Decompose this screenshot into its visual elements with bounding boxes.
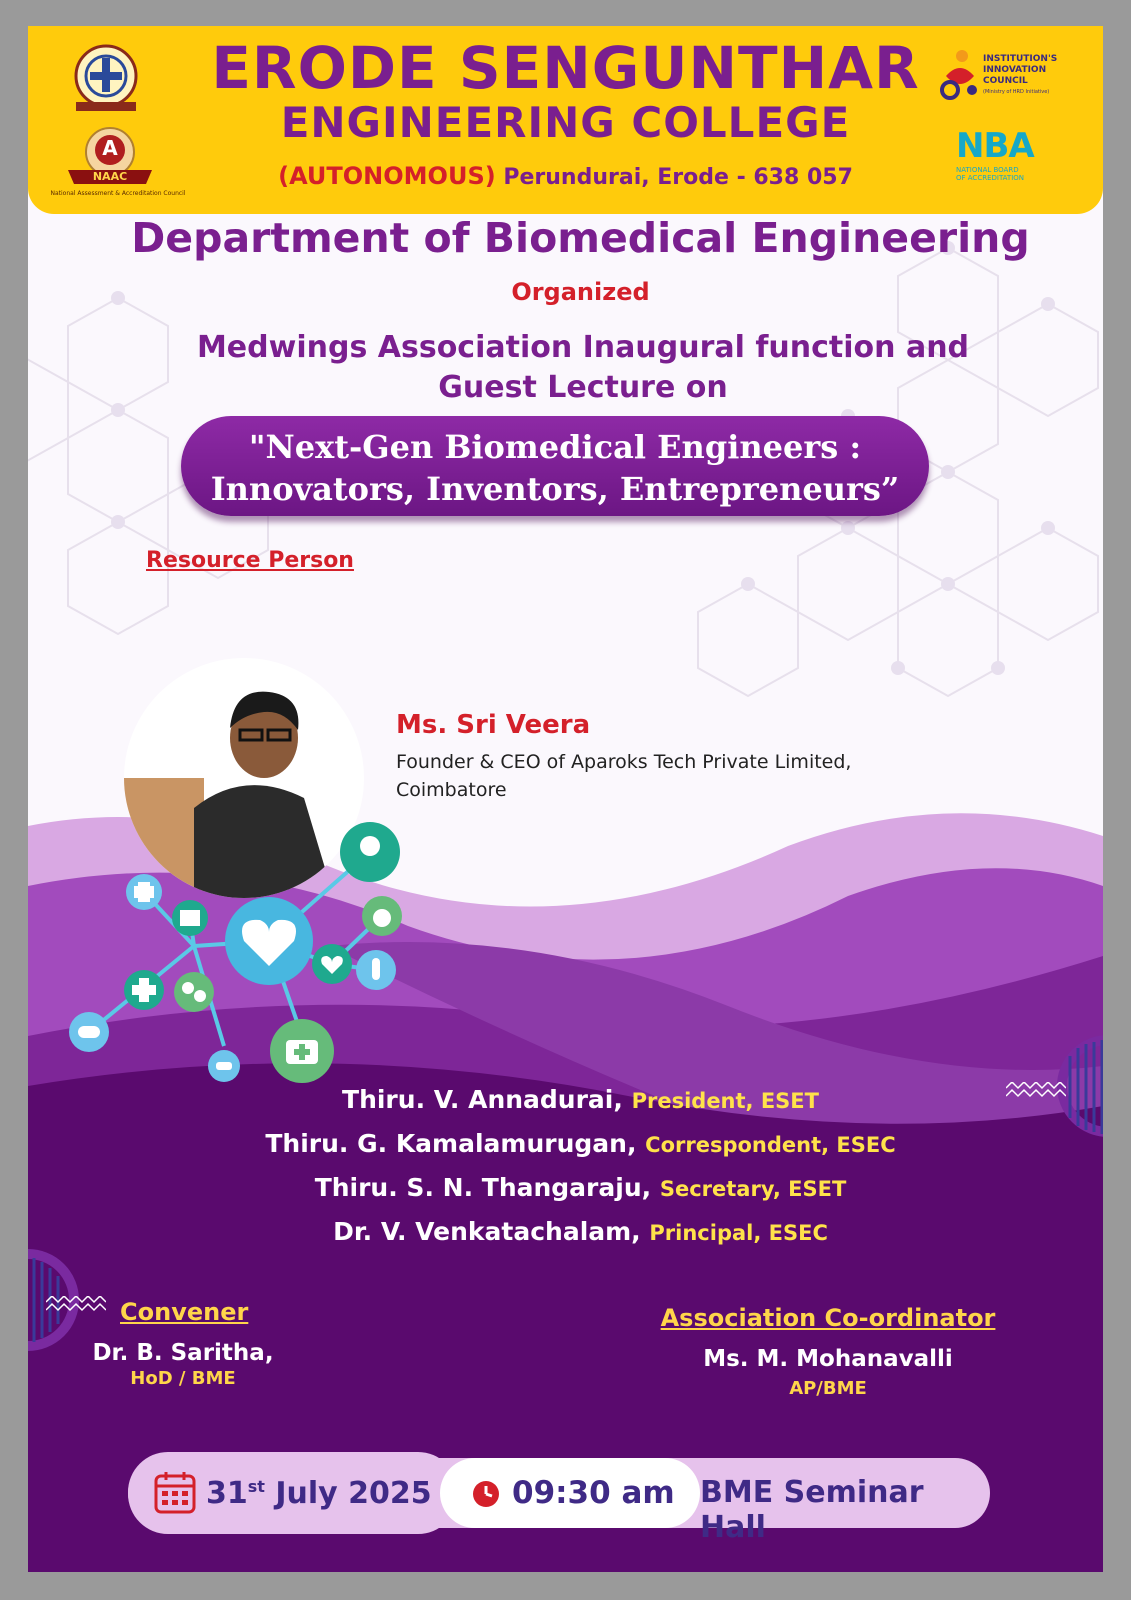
naac-grade: A <box>102 136 118 160</box>
lecture-title <box>181 426 929 510</box>
iic-line1: INSTITUTION'S <box>983 54 1058 64</box>
speaker-desc-line2: Coimbatore <box>396 779 507 801</box>
college-name-line1: ERODE SENGUNTHAR <box>211 34 920 102</box>
dignitary-row <box>28 1078 1103 1122</box>
event-description <box>28 328 1103 408</box>
medical-network-graphic <box>64 796 444 1096</box>
dignitary-row <box>28 1166 1103 1210</box>
nba-fullname <box>956 166 1024 182</box>
event-line2: Guest Lecture on <box>438 370 728 405</box>
poster <box>28 26 1103 1572</box>
date-suffix: st <box>247 1477 265 1496</box>
iic-label <box>983 54 1057 98</box>
lecture-title-banner <box>181 416 929 516</box>
speaker-description <box>396 748 851 804</box>
dignitary-name: Thiru. S. N. Thangaraju, <box>314 1173 652 1202</box>
date-day: 31 <box>206 1476 248 1511</box>
naac-label: NAAC <box>92 170 128 183</box>
zigzag-decoration-left <box>46 1296 106 1316</box>
dignitary-name: Thiru. G. Kamalamurugan, <box>265 1129 637 1158</box>
date-month-year: July 2025 <box>264 1476 432 1511</box>
dignitary-row <box>28 1210 1103 1254</box>
clock-icon <box>472 1480 500 1508</box>
iic-logo-icon <box>938 46 982 102</box>
college-emblem-icon <box>66 40 146 114</box>
dignitary-role: President, ESET <box>631 1089 819 1113</box>
dignitary-role: Secretary, ESET <box>659 1177 847 1201</box>
lecture-title-line2: Innovators, Inventors, Entrepreneurs” <box>210 470 900 508</box>
department-title: Department of Biomedical Engineering <box>131 214 1030 262</box>
event-time: 09:30 am <box>512 1475 675 1511</box>
dignitary-role: Principal, ESEC <box>649 1221 828 1245</box>
college-name-line2: ENGINEERING COLLEGE <box>280 98 851 147</box>
pills-icon <box>174 972 214 1012</box>
dignitary-row <box>28 1122 1103 1166</box>
organized-label: Organized <box>511 278 650 306</box>
college-address-line <box>28 162 1103 190</box>
nba-line1: NATIONAL BOARD <box>956 166 1019 174</box>
nba-logo: NBA <box>956 126 1034 166</box>
coordinator-name: Ms. M. Mohanavalli <box>703 1346 953 1372</box>
speaker-desc-line1: Founder & CEO of Aparoks Tech Private Limited, <box>396 751 852 773</box>
speaker-name: Ms. Sri Veera <box>396 710 591 740</box>
nba-line2: OF ACCREDITATION <box>956 174 1025 182</box>
event-date <box>206 1476 432 1511</box>
naac-fullname: National Assessment & Accreditation Council <box>50 190 186 197</box>
schedule-bar <box>128 1458 990 1545</box>
convener-role: HoD / BME <box>130 1368 236 1389</box>
autonomous-label: (AUTONOMOUS) <box>278 162 496 190</box>
convener-name: Dr. B. Saritha, <box>92 1340 274 1366</box>
dignitary-role: Correspondent, ESEC <box>645 1133 896 1157</box>
convener-heading: Convener <box>120 1298 249 1326</box>
dignitaries-list <box>28 1078 1103 1254</box>
iic-sub: (Ministry of HRD Initiative) <box>983 89 1050 95</box>
calendar-icon <box>154 1470 196 1514</box>
coordinator-role: AP/BME <box>789 1378 867 1399</box>
iic-line3: COUNCIL <box>983 76 1028 86</box>
dignitary-name: Thiru. V. Annadurai, <box>342 1085 623 1114</box>
event-venue: BME Seminar Hall <box>700 1475 924 1545</box>
resource-person-heading: Resource Person <box>146 548 354 573</box>
iic-line2: INNOVATION <box>983 65 1047 75</box>
lecture-title-line1: "Next-Gen Biomedical Engineers : <box>248 428 862 466</box>
header-band <box>28 26 1103 214</box>
coordinator-heading: Association Co-ordinator <box>660 1304 996 1332</box>
event-line1: Medwings Association Inaugural function and <box>196 330 970 365</box>
college-address: Perundurai, Erode - 638 057 <box>503 165 853 190</box>
dignitary-name: Dr. V. Venkatachalam, <box>333 1217 641 1246</box>
